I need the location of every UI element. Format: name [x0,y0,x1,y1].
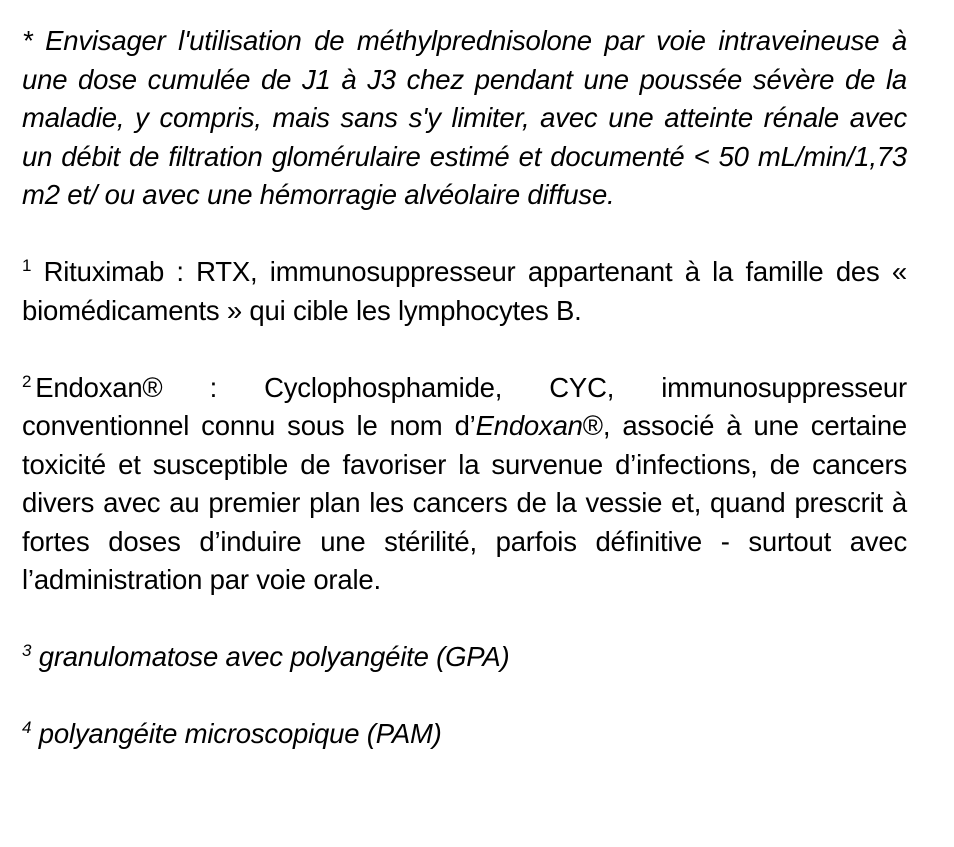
note-4-text: polyangéite microscopique (PAM) [38,718,442,749]
spacer [22,600,907,639]
note-4-marker: 4 [22,718,32,737]
note-2-text-italic: Endoxan [475,410,583,441]
note-4 [22,715,907,754]
note-2-text-b: ®, associé à une certaine toxicité et susceptible de favoriser la survenue d’infections, de cancers divers avec au premier plan les cancers de la vessie et, quand prescrit à fortes doses d’induire une stérilité, parfois définitive - surtout avec l’administration par voie orale. [22,410,908,595]
spacer [22,677,907,716]
note-star [22,22,907,215]
note-3 [22,638,907,677]
note-star-text: Envisager l'utilisation de méthylprednisolone par voie intraveineuse à une dose cumulée de J1 à J3 chez pendant une poussée sévère de la maladie, y compris, mais sans s'y limiter, avec une atteinte rénale avec un débit de filtration glomérulaire estimé et documenté < 50 mL/min/1,73 m2 et/ ou avec une hémorragie alvéolaire diffuse. [22,25,907,210]
note-1-marker: 1 [22,256,32,275]
note-1 [22,253,907,330]
note-1-text: Rituximab : RTX, immunosuppresseur appartenant à la famille des « biomédicaments » qui cible les lymphocytes B. [22,256,907,326]
note-2-marker: 2 [22,371,32,391]
spacer [22,330,907,369]
note-3-marker: 3 [22,641,32,660]
footnotes-document [22,22,907,754]
note-star-marker: * [22,25,33,56]
note-2 [22,369,907,600]
note-3-text: granulomatose avec polyangéite (GPA) [38,641,510,672]
note-2-text-a: Endoxan® : Cyclophosphamide, CYC, immunosuppresseur conventionnel connu sous le nom d’ [22,371,907,441]
spacer [22,215,907,254]
